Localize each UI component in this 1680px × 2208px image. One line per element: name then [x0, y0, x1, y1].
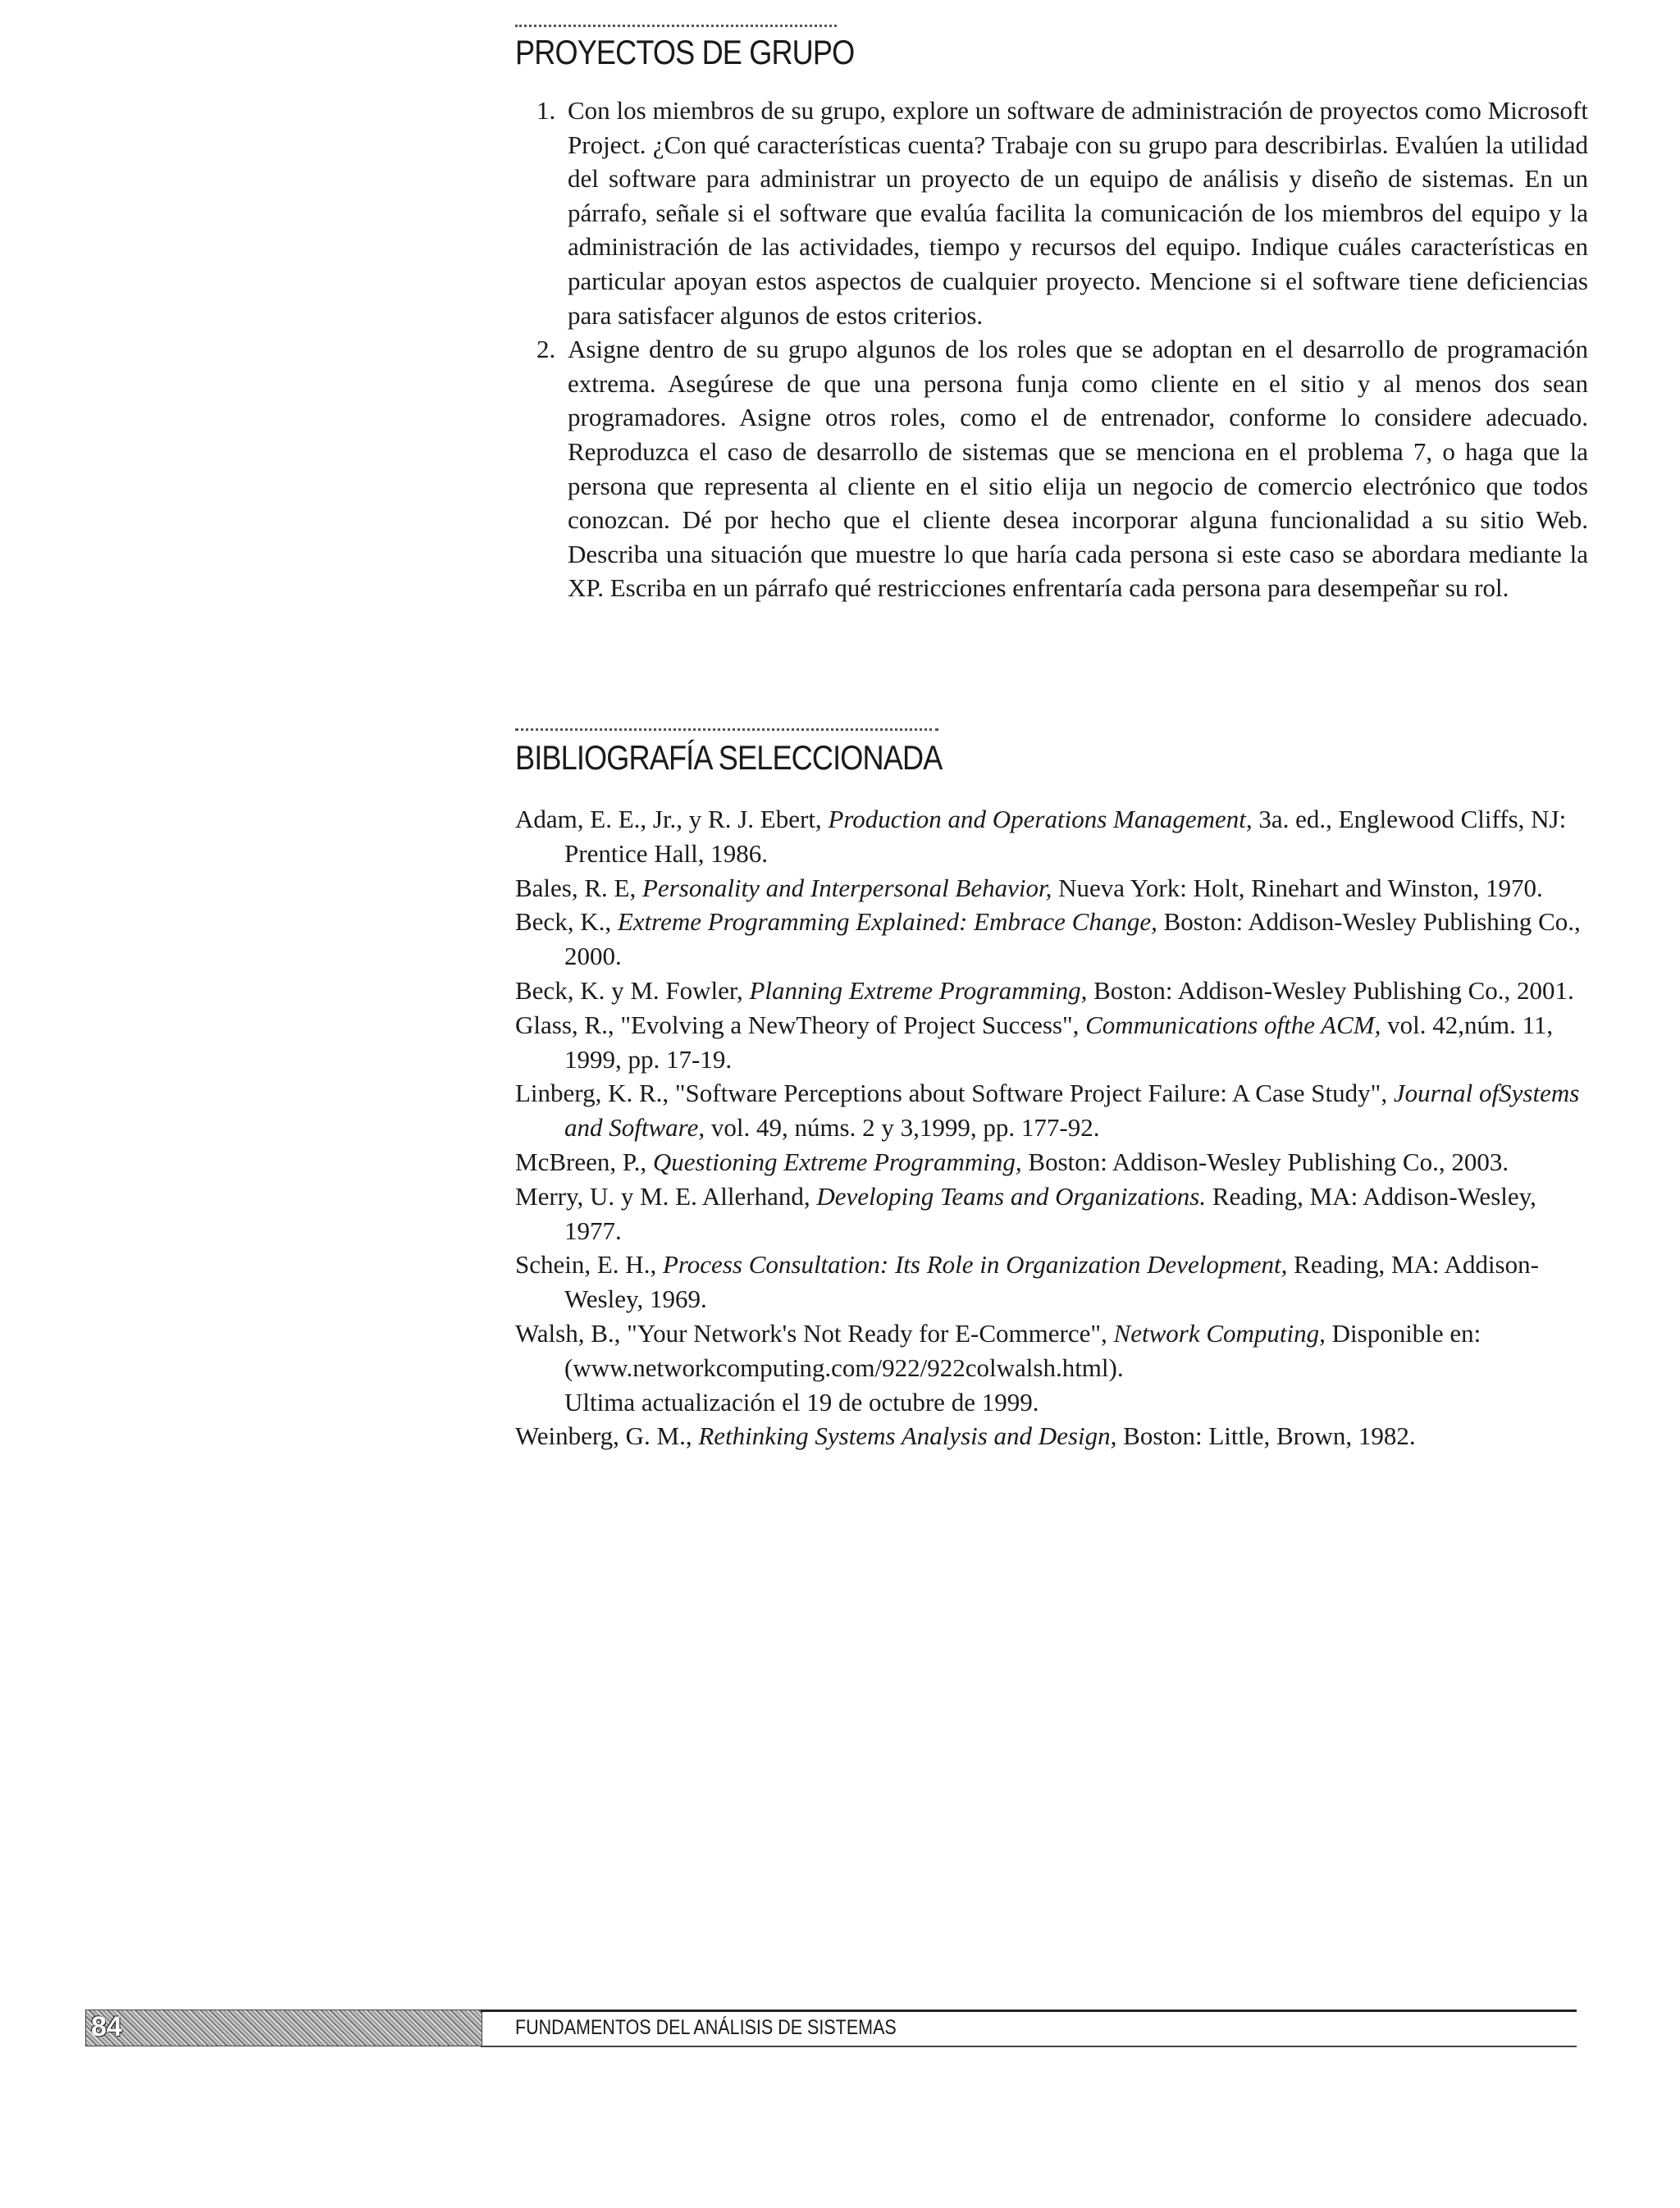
page-number: 84 [91, 2011, 122, 2042]
reference-title: Planning Extreme Programming, [749, 975, 1088, 1005]
reference-item: Schein, E. H., Process Consultation: Its Role in Organization Development, Reading, MA: Addison-Wesley, 1969. [515, 1250, 1539, 1314]
footer-rule [481, 2046, 1577, 2047]
section-heading: PROYECTOS DE GRUPO [515, 33, 855, 71]
reference-title: Network Computing, [1113, 1318, 1326, 1348]
reference-title: Communications ofthe ACM, [1085, 1010, 1381, 1039]
reference-item: Beck, K. y M. Fowler, Planning Extreme Programming, Boston: Addison-Wesley Publishing Co., 2001. [515, 975, 1574, 1005]
running-title: FUNDAMENTOS DEL ANÁLISIS DE SISTEMAS [515, 2016, 897, 2039]
reference-item: Glass, R., "Evolving a NewTheory of Project Success", Communications ofthe ACM, vol. 42,núm. 11, 1999, pp. 17-19. [515, 1010, 1554, 1074]
section-divider [515, 25, 837, 27]
reference-title: Questioning Extreme Programming, [652, 1147, 1022, 1176]
reference-item: Merry, U. y M. E. Allerhand, Developing Teams and Organizations. Reading, MA: Addison-Wesley, 1977. [515, 1181, 1536, 1245]
reference-title: Production and Operations Management, [828, 805, 1253, 833]
section-heading: BIBLIOGRAFÍA SELECCIONADA [515, 738, 943, 777]
reference-title: Journal ofSystems and Software, [564, 1079, 1580, 1143]
reference-item: Adam, E. E., Jr., y R. J. Ebert, Production and Operations Management, 3a. ed., Englewood Cliffs, NJ: Prentice Hall, 1986. [515, 805, 1567, 868]
reference-title: Developing Teams and Organizations. [816, 1181, 1207, 1211]
project-list [536, 94, 1588, 605]
list-item [536, 94, 1588, 332]
reference-title: Rethinking Systems Analysis and Design, [698, 1421, 1117, 1451]
item-number: 1. [536, 96, 556, 125]
reference-title: Personality and Interpersonal Behavior, [642, 873, 1052, 902]
reference-title: Extreme Programming Explained: Embrace Change, [617, 907, 1157, 937]
reference-item: Bales, R. E, Personality and Interpersonal Behavior, Nueva York: Holt, Rinehart and Winston, 1970. [515, 873, 1543, 902]
list-item [536, 332, 1588, 605]
section-divider [515, 728, 938, 731]
reference-item: Walsh, B., "Your Network's Not Ready for E-Commerce", Network Computing, Disponible en: (www.networkcomputing.com/922/922colwalsh.html). Ultima actualización el 19 de octubre de 1999. [515, 1316, 1582, 1419]
page-number-band [85, 2010, 482, 2046]
footer-rule [481, 2010, 1577, 2012]
reference-item: Weinberg, G. M., Rethinking Systems Analysis and Design, Boston: Little, Brown, 1982. [515, 1421, 1416, 1451]
bibliography-list [515, 802, 1582, 1453]
item-number: 2. [536, 335, 556, 364]
reference-item: McBreen, P., Questioning Extreme Programming, Boston: Addison-Wesley Publishing Co., 2003. [515, 1147, 1509, 1176]
item-text: Asigne dentro de su grupo algunos de los roles que se adoptan en el desarrollo de programación extrema. Asegúrese de que una persona funja como cliente en el sitio y al menos dos sean programadores. Asigne otros roles, como el de entrenador, conforme lo considere adecuado. Reproduzca el caso de desarrollo de sistemas que se menciona en el problema 7, o haga que la persona que representa al cliente en el sitio elija un negocio de comercio electrónico que todos conozcan. Dé por hecho que el cliente desea incorporar alguna funcionalidad a su sitio Web. Describa una situación que muestre lo que haría cada persona si este caso se abordara mediante la XP. Escriba en un párrafo qué restricciones enfrentaría cada persona para desempeñar su rol. [568, 335, 1588, 603]
reference-note: Ultima actualización el 19 de octubre de 1999. [564, 1387, 1039, 1416]
reference-title: Process Consultation: Its Role in Organization Development, [662, 1250, 1288, 1280]
item-text: Con los miembros de su grupo, explore un software de administración de proyectos como Microsoft Project. ¿Con qué características cuenta? Trabaje con su grupo para describirlas. Evalúen la utilidad del software para administrar un proyecto de un equipo de análisis y diseño de sistemas. En un párrafo, señale si el software que evalúa facilita la comunicación de los miembros del equipo y la administración de las actividades, tiempo y recursos del equipo. Indique cuáles características en particular apoyan estos aspectos de cualquier proyecto. Mencione si el software tiene deficiencias para satisfacer algunos de estos criterios. [568, 96, 1588, 330]
reference-item: Linberg, K. R., "Software Perceptions about Software Project Failure: A Case Study", Journal ofSystems and Software, vol. 49, núms. 2 y 3,1999, pp. 177-92. [515, 1079, 1580, 1143]
reference-item: Beck, K., Extreme Programming Explained: Embrace Change, Boston: Addison-Wesley Publishing Co., 2000. [515, 907, 1581, 971]
